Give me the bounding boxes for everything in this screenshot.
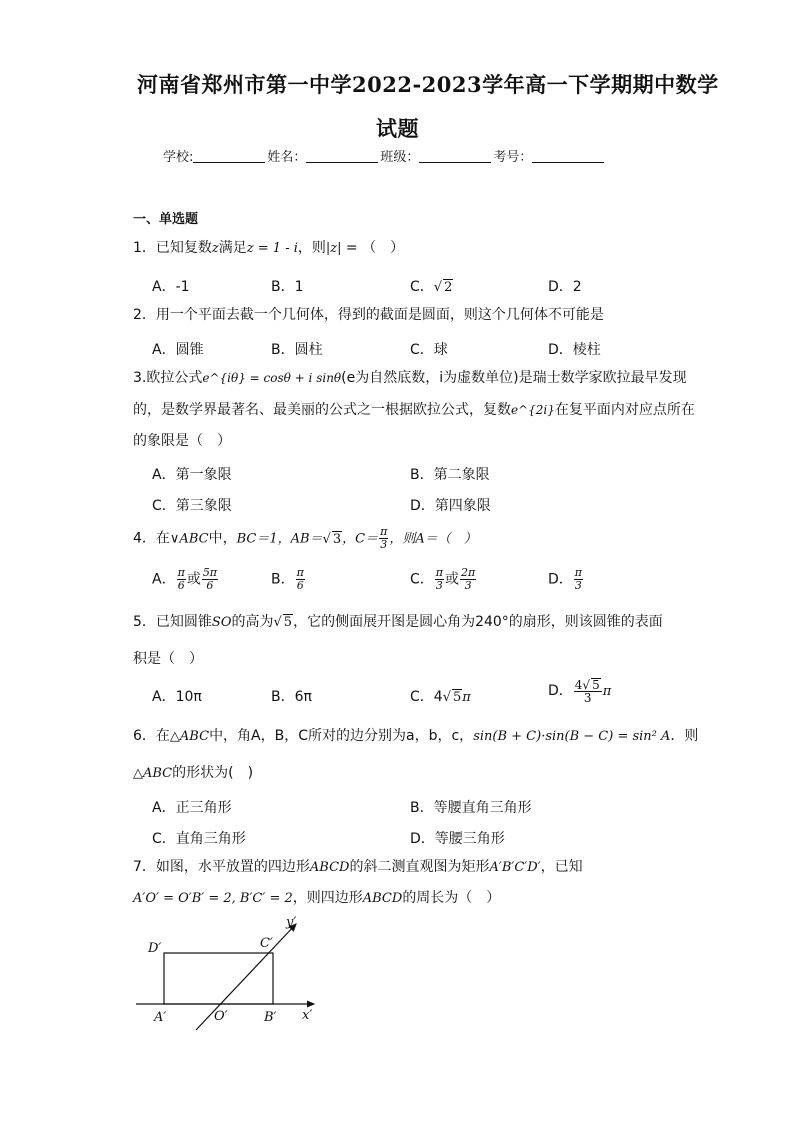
q4-c-eq: ，C＝	[342, 531, 379, 547]
q2-option-b[interactable]: B．圆柱	[271, 342, 323, 358]
class-label: 班级：	[380, 150, 420, 165]
d: 3	[435, 579, 443, 592]
q1-text4: = （ ）	[341, 240, 405, 256]
question-6-line1	[133, 728, 698, 745]
q1-option-d[interactable]: D．2	[548, 279, 582, 295]
q6-triangle: △ABC	[169, 729, 210, 744]
q4-d-frac	[574, 567, 583, 592]
student-info-line	[163, 146, 606, 165]
q7-text2: 的斜二测直观图为矩形	[349, 859, 490, 875]
question-1	[133, 240, 404, 257]
class-blank	[419, 150, 491, 163]
q6-text4: 的形状为( )	[172, 765, 254, 781]
q1-equation: z = 1 - i	[246, 241, 298, 256]
q5-d-num: 4	[574, 678, 583, 692]
q2-option-a[interactable]: A．圆锥	[152, 342, 204, 358]
q1-text3: ，则	[297, 240, 326, 256]
q5-option-c[interactable]: C．4√ 5π	[410, 689, 471, 705]
q7-text3: ，已知	[540, 859, 583, 875]
q7-abcd2: ABCD	[362, 891, 403, 906]
q4-c-frac1	[435, 567, 444, 592]
n: 2π	[461, 566, 476, 579]
q4-option-d[interactable]	[548, 567, 584, 592]
d: 6	[296, 579, 304, 592]
q1-text2: 满足	[218, 240, 247, 256]
q4-b-frac	[296, 567, 305, 592]
page-title-line2: 试题	[376, 116, 419, 141]
q7-text4: ，则四边形	[292, 890, 363, 906]
q5-option-d[interactable]	[548, 678, 611, 704]
school-blank	[193, 150, 265, 163]
question-2: 2．用一个平面去截一个几何体，得到的截面是圆面，则这个几何体不可能是	[133, 307, 604, 323]
q4-a-label: A．	[152, 571, 176, 588]
d: 3	[464, 579, 472, 592]
q7-figure	[130, 912, 330, 1032]
label-x: x′	[302, 1008, 313, 1023]
q4-c-frac	[379, 526, 388, 551]
q6-option-c[interactable]: C．直角三角形	[152, 831, 246, 847]
q6-text3: ．则	[670, 728, 699, 744]
name-blank	[306, 150, 378, 163]
label-b: B′	[264, 1010, 277, 1025]
n: π	[296, 566, 304, 579]
question-6-line2	[133, 765, 253, 782]
d: 3	[574, 579, 582, 592]
q5-d-label: D．	[548, 683, 573, 699]
q1-var: z	[211, 241, 219, 256]
q7-text5: 的周长为（ ）	[402, 890, 501, 906]
q4-sqrt: 3	[332, 531, 342, 547]
y-axis-line	[196, 924, 296, 1030]
q5-c-pi: π	[462, 690, 471, 705]
q4-c-num: π	[380, 525, 388, 538]
d: 6	[206, 579, 214, 592]
exam-no-blank	[532, 150, 604, 163]
question-3-line3: 的象限是（ ）	[133, 433, 231, 449]
exam-no-label: 考号：	[493, 150, 533, 165]
n: 5π	[202, 566, 218, 579]
q3-e2i: e^{2i}	[511, 403, 555, 417]
q3-text3: 的，是数学界最著名、最美丽的公式之一根据欧拉公式，复数	[133, 402, 511, 418]
q4-d-label: D．	[548, 571, 573, 588]
q4-option-c[interactable]	[410, 567, 477, 592]
q3-option-d[interactable]: D．第四象限	[410, 498, 491, 514]
n: π	[574, 566, 583, 579]
q3-text: 3.欧拉公式	[133, 370, 203, 386]
q1-text: 1．已知复数	[133, 240, 212, 256]
q4-c-label: C．	[410, 571, 434, 588]
q5-so: SO	[211, 615, 232, 630]
q5-c-sqrt: 5	[452, 690, 462, 705]
q6-text: 6．在	[133, 728, 170, 744]
q6-option-a[interactable]: A．正三角形	[152, 800, 232, 816]
q1-option-c-value: 2	[444, 280, 453, 295]
q3-text4: 在复平面内对应点所在	[554, 402, 695, 418]
question-3-line1	[133, 370, 687, 386]
q4-text: 4．在	[133, 530, 170, 547]
q4-tail: ，则A＝（ ）	[389, 531, 477, 547]
q5-option-a[interactable]: A．10π	[152, 689, 202, 705]
q5-text2: 的高为	[231, 614, 274, 630]
q5-sqrt: 5	[283, 615, 293, 630]
section-heading: 一、单选题	[133, 212, 199, 227]
label-d: D′	[148, 941, 162, 956]
q5-d-den: 3	[583, 691, 592, 705]
n: π	[177, 566, 185, 579]
question-7-line1	[133, 859, 583, 876]
q4-option-a[interactable]	[152, 567, 219, 592]
q4-c-or: 或	[445, 571, 460, 588]
q3-option-b[interactable]: B．第二象限	[410, 467, 490, 483]
q6-equation: sin(B + C)·sin(B − C) = sin² A	[473, 729, 671, 744]
q2-option-c[interactable]: C．球	[410, 342, 448, 358]
rectangle-shape	[164, 953, 273, 1004]
question-4: 4．在∨ABC中，BC＝1，AB＝√ 3，C＝ $\frac{\pi}{3}$ ，则A＝（ ）	[133, 525, 477, 551]
d: 6	[177, 579, 185, 592]
q7-abcd: ABCD	[309, 860, 350, 875]
question-3-line2	[133, 402, 695, 418]
q5-c-label: C．4	[410, 689, 443, 705]
q5-d-pi: π	[602, 684, 612, 699]
q1-abs: |z|	[325, 241, 342, 256]
q6-option-d[interactable]: D．等腰三角形	[410, 831, 505, 847]
q5-text: 5．已知圆锥	[133, 614, 212, 630]
q4-b-label: B．	[271, 571, 295, 588]
q5-option-b[interactable]: B．6π	[271, 689, 312, 705]
q6-triangle2: △ABC	[133, 766, 173, 781]
q4-c-den: 3	[380, 538, 388, 551]
q4-a-frac2	[202, 567, 218, 592]
q4-c-frac2	[460, 567, 476, 592]
q1-option-c[interactable]: C．√ 2	[410, 279, 453, 295]
q1-option-c-label: C．	[410, 279, 434, 295]
n: π	[435, 566, 444, 579]
page-title-line1: 河南省郑州市第一中学2022-2023学年高一下学期期中数学	[137, 72, 719, 97]
q3-option-a[interactable]: A．第一象限	[152, 467, 232, 483]
label-o: O′	[214, 1009, 228, 1024]
q3-formula: e^{iθ} = cosθ + i sinθ	[202, 371, 342, 385]
q5-d-frac: $\frac{4√ 5}{3}$	[574, 678, 600, 705]
label-c: C′	[260, 936, 273, 951]
q1-option-b[interactable]: B．1	[271, 279, 304, 295]
q4-text2: 中，	[208, 530, 237, 547]
q6-option-b[interactable]: B．等腰直角三角形	[410, 800, 532, 816]
q7-condition: A′O′ = O′B′ = 2, B′C′ = 2	[133, 891, 293, 906]
school-label: 学校:	[163, 150, 194, 165]
q3-text2: (e为自然底数，i为虚数单位)是瑞士数学家欧拉最早发现	[341, 370, 687, 386]
q7-text: 7．如图，水平放置的四边形	[133, 859, 310, 875]
label-a: A′	[154, 1010, 167, 1025]
q5-d-sqrt: 5	[592, 678, 600, 692]
question-7-line2	[133, 890, 500, 907]
q7-rect: A′B′C′D′	[489, 860, 541, 875]
q4-sides: BC＝1，AB＝	[236, 531, 323, 547]
question-5-line2: 积是（ ）	[133, 651, 203, 667]
q1-option-a[interactable]: A．-1	[152, 279, 190, 295]
label-y: y′	[286, 915, 297, 930]
q4-a-frac1	[177, 567, 186, 592]
q4-triangle: ∨ABC	[169, 531, 209, 547]
q3-option-c[interactable]: C．第三象限	[152, 498, 232, 514]
name-label: 姓名：	[267, 150, 307, 165]
q2-option-d[interactable]: D．棱柱	[548, 342, 601, 358]
q4-a-or: 或	[186, 571, 201, 588]
q4-option-b[interactable]	[271, 567, 306, 592]
q5-text3: ，它的侧面展开图是圆心角为240°的扇形，则该圆锥的表面	[293, 614, 663, 630]
question-5-line1: 5．已知圆锥SO的高为√ 5，它的侧面展开图是圆心角为240°的扇形，则该圆锥的表面	[133, 614, 663, 630]
q6-text2: 中，角A，B，C所对的边分别为a，b，c，	[209, 728, 474, 744]
